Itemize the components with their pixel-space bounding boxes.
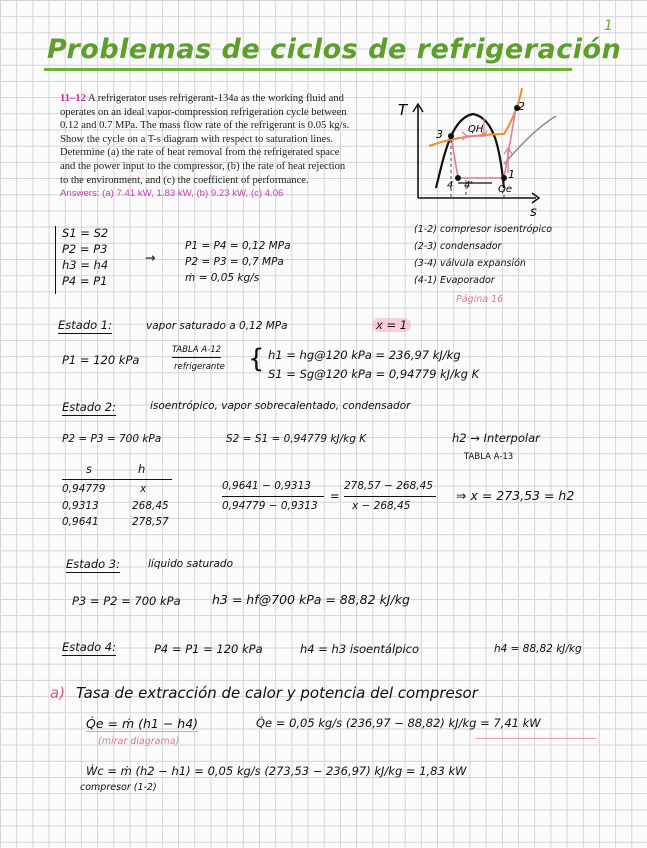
qe-label: Qe — [498, 184, 513, 195]
qe-formula: Q̇e = ṁ (h1 − h4) — [86, 716, 199, 731]
estado4-heading: Estado 4: — [62, 640, 116, 654]
qe-calculation: Q̇e = 0,05 kg/s (236,97 − 88,82) kJ/kg = 7,41 kW — [256, 716, 541, 730]
qe-note: (mirar diagrama) — [98, 736, 180, 747]
frac2-bar — [344, 496, 436, 497]
frac2-denominator: x − 268,45 — [352, 500, 411, 512]
process-1-2: (1-2) compresor isoentrópico — [414, 224, 553, 235]
problem-answers: Answers: (a) 7.41 kW, 1.83 kW, (b) 9.23 kW, (c) 4.06 — [60, 188, 284, 200]
point-3-label: 3 — [436, 128, 443, 141]
estado2-entropy: S2 = S1 = 0,94779 kJ/kg K — [226, 433, 367, 445]
estado2-pressure: P2 = P3 = 700 kPa — [62, 433, 162, 445]
process-4-1: (4-1) Evaporador — [414, 275, 495, 286]
title-underline — [44, 68, 572, 71]
interp-header-h: h — [138, 462, 146, 476]
point-1-label: 1 — [508, 168, 515, 181]
estado2-h2-note: h2 → Interpolar — [452, 431, 540, 445]
point-4p-label: 4' — [464, 180, 474, 191]
cond-mid-1: P1 = P4 = 0,12 MPa — [185, 240, 291, 252]
estado1-table-sub: refrigerante — [174, 362, 225, 372]
interp-row3-h: 278,57 — [132, 516, 169, 528]
cond-mid-2: P2 = P3 = 0,7 MPa — [185, 256, 284, 268]
point-4-label: 4 — [447, 180, 454, 191]
estado1-desc: vapor saturado a 0,12 MPa — [146, 320, 288, 332]
estado4-h4: h4 = h3 isoentálpico — [300, 642, 420, 656]
frac1-numerator: 0,9641 − 0,9313 — [222, 480, 311, 492]
problem-number: 11–12 — [60, 93, 86, 104]
interp-row2-h: 268,45 — [132, 500, 169, 512]
wc-formula: Ẇc = ṁ (h2 − h1) = 0,05 kg/s (273,53 − 236,97) kJ/kg = 1,83 kW — [86, 764, 467, 778]
frac-equals: = — [330, 489, 340, 503]
estado2-heading: Estado 2: — [62, 400, 116, 414]
estado1-s1: S1 = Sg@120 kPa = 0,94779 kJ/kg K — [268, 367, 480, 381]
t-axis-label: T — [398, 101, 408, 119]
qh-label: QH — [468, 124, 484, 135]
process-3-4: (3-4) válvula expansión — [414, 258, 526, 269]
cond-left-1: S1 = S2 — [62, 226, 109, 240]
point-2-label: 2 — [518, 100, 525, 113]
interp-row2-s: 0,9313 — [62, 500, 99, 512]
wc-note: compresor (1-2) — [80, 782, 157, 793]
brace — [55, 226, 59, 294]
problem-statement — [60, 92, 350, 201]
estado1-table: TABLA A-12 — [172, 345, 221, 358]
cond-left-2: P2 = P3 — [62, 242, 108, 256]
page-title: Problemas de ciclos de refrigeración — [47, 34, 622, 65]
interp-header-line — [62, 479, 172, 480]
interp-row3-s: 0,9641 — [62, 516, 99, 528]
frac1-denominator: 0,94779 − 0,9313 — [222, 500, 318, 512]
interp-row1-h: x — [140, 483, 147, 495]
estado1-heading: Estado 1: — [58, 318, 112, 332]
estado1-h1: h1 = hg@120 kPa = 236,97 kJ/kg — [268, 348, 461, 362]
qe-result-underline — [476, 738, 596, 739]
cond-left-3: h3 = h4 — [62, 258, 109, 272]
estado2-table: TABLA A-13 — [464, 452, 514, 462]
cond-left-4: P4 = P1 — [62, 274, 108, 288]
interp-row1-s: 0,94779 — [62, 483, 106, 495]
estado3-pressure: P3 = P2 = 700 kPa — [72, 594, 181, 608]
estado2-desc: isoentrópico, vapor sobrecalentado, condensador — [150, 400, 411, 412]
estado4-hval: h4 = 88,82 kJ/kg — [494, 643, 582, 655]
estado1-brace: { — [248, 344, 265, 374]
process-2-3: (2-3) condensador — [414, 241, 502, 252]
part-a-label: a) — [50, 684, 66, 702]
problem-text: A refrigerator uses refrigerant-134a as the working fluid and operates on an ideal vapor-compression refrigeration cycle between 0.12 and 0.7 MPa. The mass flow rate of the refrigerant is 0.05 kg/s. Show the cycle on a T-s diagram with respect to saturation lines. Determine (a) the rate of heat removal from the refrigerated space and the power input to the compressor, (b) the rate of heat rejection to the environment, and (c) the coefficient of performance. — [60, 93, 350, 186]
page-reference: Página 16 — [456, 294, 504, 305]
estado1-quality: x = 1 — [372, 318, 411, 332]
estado1-pressure: P1 = 120 kPa — [62, 353, 140, 367]
frac1-bar — [222, 496, 324, 497]
interp-header-s: s — [86, 462, 92, 476]
estado2-result: ⇒ x = 273,53 = h2 — [456, 488, 575, 503]
estado3-heading: Estado 3: — [66, 557, 120, 571]
cond-mid-3: ṁ = 0,05 kg/s — [185, 272, 260, 284]
frac2-numerator: 278,57 − 268,45 — [344, 480, 433, 492]
ts-diagram — [396, 88, 606, 220]
estado3-desc: líquido saturado — [148, 558, 234, 570]
arrow-symbol: → — [145, 250, 156, 265]
page-number: 1 — [604, 18, 613, 34]
part-a-title: Tasa de extracción de calor y potencia del compresor — [76, 684, 478, 702]
estado3-h3: h3 = hf@700 kPa = 88,82 kJ/kg — [212, 592, 410, 607]
estado4-pressure: P4 = P1 = 120 kPa — [154, 642, 263, 656]
s-axis-label: s — [530, 205, 537, 220]
